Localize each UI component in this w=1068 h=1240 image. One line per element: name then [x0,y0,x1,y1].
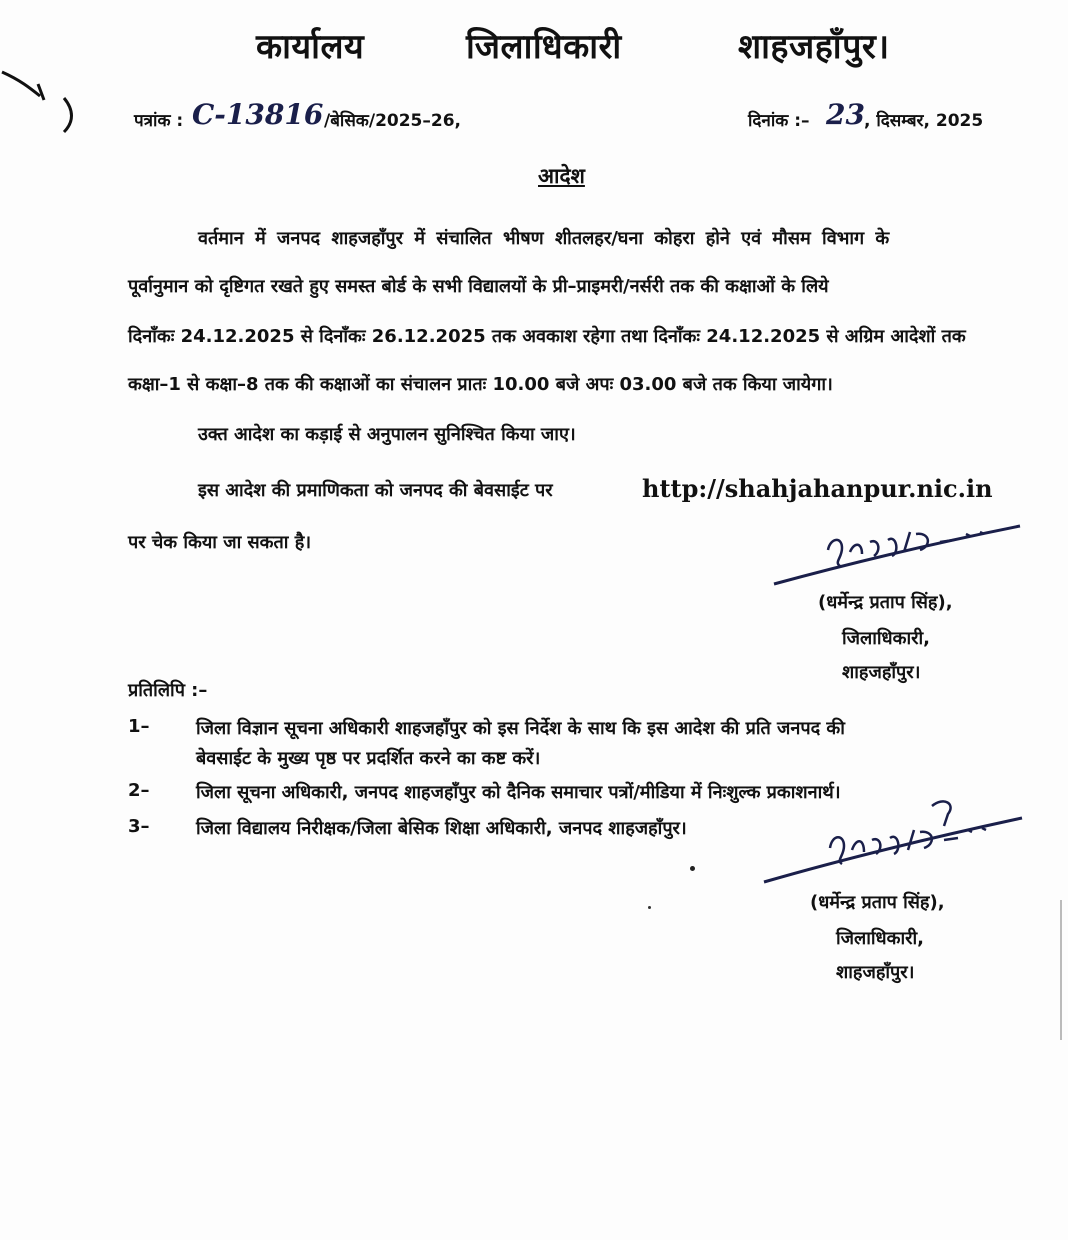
copy-item-number: 2– [128,780,150,801]
signatory-name: (धर्मेन्द्र प्रताप सिंह), [810,892,945,913]
date-suffix: , दिसम्बर, 2025 [864,111,984,131]
copy-heading: प्रतिलिपि :– [128,680,208,701]
body-line: कक्षा–1 से कक्षा–8 तक की कक्षाओं का संचालन प्रातः 10.00 बजे अपः 03.00 बजे तक किया जायेगा। [128,374,833,395]
signatory-place: शाहजहाँपुर। [842,662,921,683]
order-title: आदेश [538,164,585,188]
signatory-designation: जिलाधिकारी, [842,628,930,649]
copy-item-number: 1– [128,716,150,737]
signature-scribble-2 [760,796,1030,890]
copy-item-number: 3– [128,816,150,837]
reference-prefix: पत्रांक : [134,111,184,131]
copy-item-line: जिला सूचना अधिकारी, जनपद शाहजहाँपुर को दैनिक समाचार पत्रों/मीडिया में निःशुल्क प्रकाशनार्थ। [196,782,841,803]
page-edge-shadow [1060,900,1062,1040]
body-paragraph-2: उक्त आदेश का कड़ाई से अनुपालन सुनिश्चित किया जाए। [198,424,576,445]
header-office: कार्यालय [256,27,365,67]
signature-scribble-1 [770,512,1030,596]
header-city: शाहजहाँपुर। [738,27,890,67]
ink-dot [648,906,651,909]
signatory-place: शाहजहाँपुर। [836,962,915,983]
copy-item-line: जिला विद्यालय निरीक्षक/जिला बेसिक शिक्षा अधिकारी, जनपद शाहजहाँपुर। [196,818,687,839]
signatory-name: (धर्मेन्द्र प्रताप सिंह), [818,592,953,613]
website-link[interactable]: http://shahjahanpur.nic.in [642,474,993,503]
reference-number-handwritten: C-13816 [192,98,324,131]
header-designation: जिलाधिकारी [466,27,622,67]
ink-dot [690,866,695,871]
copy-item-line: जिला विज्ञान सूचना अधिकारी शाहजहाँपुर को इस निर्देश के साथ कि इस आदेश की प्रति जनपद की [196,718,845,739]
body-paragraph-3-tail: पर चेक किया जा सकता है। [128,532,312,553]
body-line: दिनाँकः 24.12.2025 से दिनाँकः 26.12.2025 तक अवकाश रहेगा तथा दिनाँकः 24.12.2025 से अग्रिम आदेशों तक [128,326,966,347]
body-line: पूर्वानुमान को दृष्टिगत रखते हुए समस्त बोर्ड के सभी विद्यालयों के प्री–प्राइमरी/नर्सरी तक की कक्षाओं के लिये [128,276,829,297]
signatory-designation: जिलाधिकारी, [836,928,924,949]
body-line: वर्तमान में जनपद शाहजहाँपुर में संचालित भीषण शीतलहर/घना कोहरा होने एवं मौसम विभाग के [198,228,890,249]
date-day-handwritten: 23 [826,98,865,131]
reference-suffix: /बेसिक/2025–26, [324,111,462,131]
copy-item-line: बेवसाईट के मुख्य पृष्ठ पर प्रदर्शित करने का कष्ट करें। [196,748,541,769]
date-prefix: दिनांक :– [748,111,810,131]
margin-scribble [0,60,90,154]
body-paragraph-3-text: इस आदेश की प्रमाणिकता को जनपद की बेवसाईट पर [198,480,553,501]
